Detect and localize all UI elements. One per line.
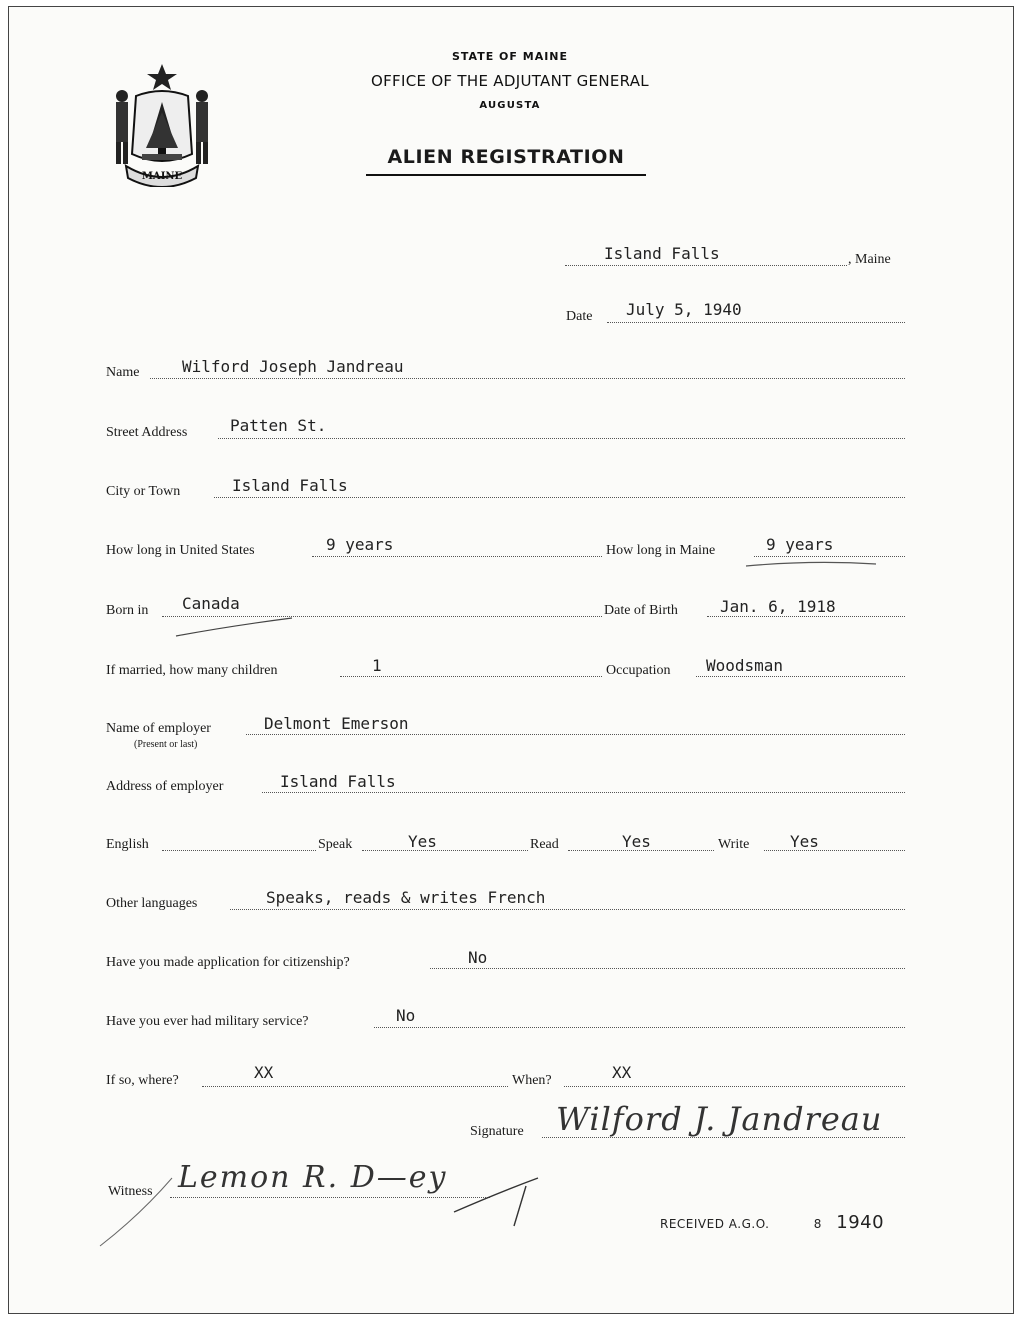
header-office: OFFICE OF THE ADJUTANT GENERAL [371,72,649,90]
dob-value: Jan. 6, 1918 [720,597,836,616]
witness-value: Lemon R. D—ey [178,1160,448,1195]
signature-value: Wilford J. Jandreau [556,1100,883,1138]
place-value: Island Falls [604,244,720,263]
city-label: City or Town [106,484,181,499]
other-languages-value: Speaks, reads & writes French [266,888,546,907]
header-city: AUGUSTA [479,100,541,111]
city-value: Island Falls [232,476,348,495]
stamp-day: 8 [813,1217,822,1231]
where-label: If so, where? [106,1073,179,1088]
date-label: Date [566,309,593,324]
employer-sublabel: (Present or last) [134,739,198,750]
seal-banner-text: MAINE [141,171,183,182]
signature-label: Signature [470,1124,524,1139]
stamp-year: 1940 [836,1212,885,1233]
children-label: If married, how many children [106,663,278,678]
dob-label: Date of Birth [604,603,678,618]
us-stay-label: How long in United States [106,543,255,558]
street-label: Street Address [106,425,188,440]
read-label: Read [530,837,559,852]
maine-stay-label: How long in Maine [606,543,716,558]
born-value: Canada [182,594,240,613]
citizenship-label: Have you made application for citizenship? [106,955,350,970]
us-stay-value: 9 years [326,535,394,554]
employer-address-value: Island Falls [280,772,396,791]
read-value: Yes [622,832,651,851]
employer-value: Delmont Emerson [264,714,409,733]
children-value: 1 [372,656,382,675]
english-label: English [106,837,149,852]
military-value: No [396,1006,416,1025]
name-value: Wilford Joseph Jandreau [182,357,404,376]
date-value: July 5, 1940 [626,300,742,319]
speak-value: Yes [408,832,437,851]
employer-label: Name of employer [106,721,211,736]
place-suffix: , Maine [848,252,891,267]
other-languages-label: Other languages [106,896,198,911]
name-label: Name [106,365,140,380]
employer-address-label: Address of employer [106,779,224,794]
stamp-text: RECEIVED A.G.O. [660,1217,770,1231]
write-value: Yes [790,832,819,851]
maine-stay-value: 9 years [766,535,834,554]
write-label: Write [718,837,750,852]
form-title: ALIEN REGISTRATION [387,146,625,168]
when-label: When? [512,1073,552,1088]
header-state: STATE OF MAINE [451,50,569,63]
witness-label: Witness [108,1184,153,1199]
street-value: Patten St. [230,416,327,435]
military-label: Have you ever had military service? [106,1014,309,1029]
citizenship-value: No [468,948,488,967]
born-label: Born in [106,603,149,618]
received-stamp [660,1212,884,1233]
occupation-value: Woodsman [706,656,784,675]
occupation-label: Occupation [606,663,671,678]
speak-label: Speak [318,837,353,852]
when-value: XX [612,1063,632,1082]
where-value: XX [254,1063,274,1082]
